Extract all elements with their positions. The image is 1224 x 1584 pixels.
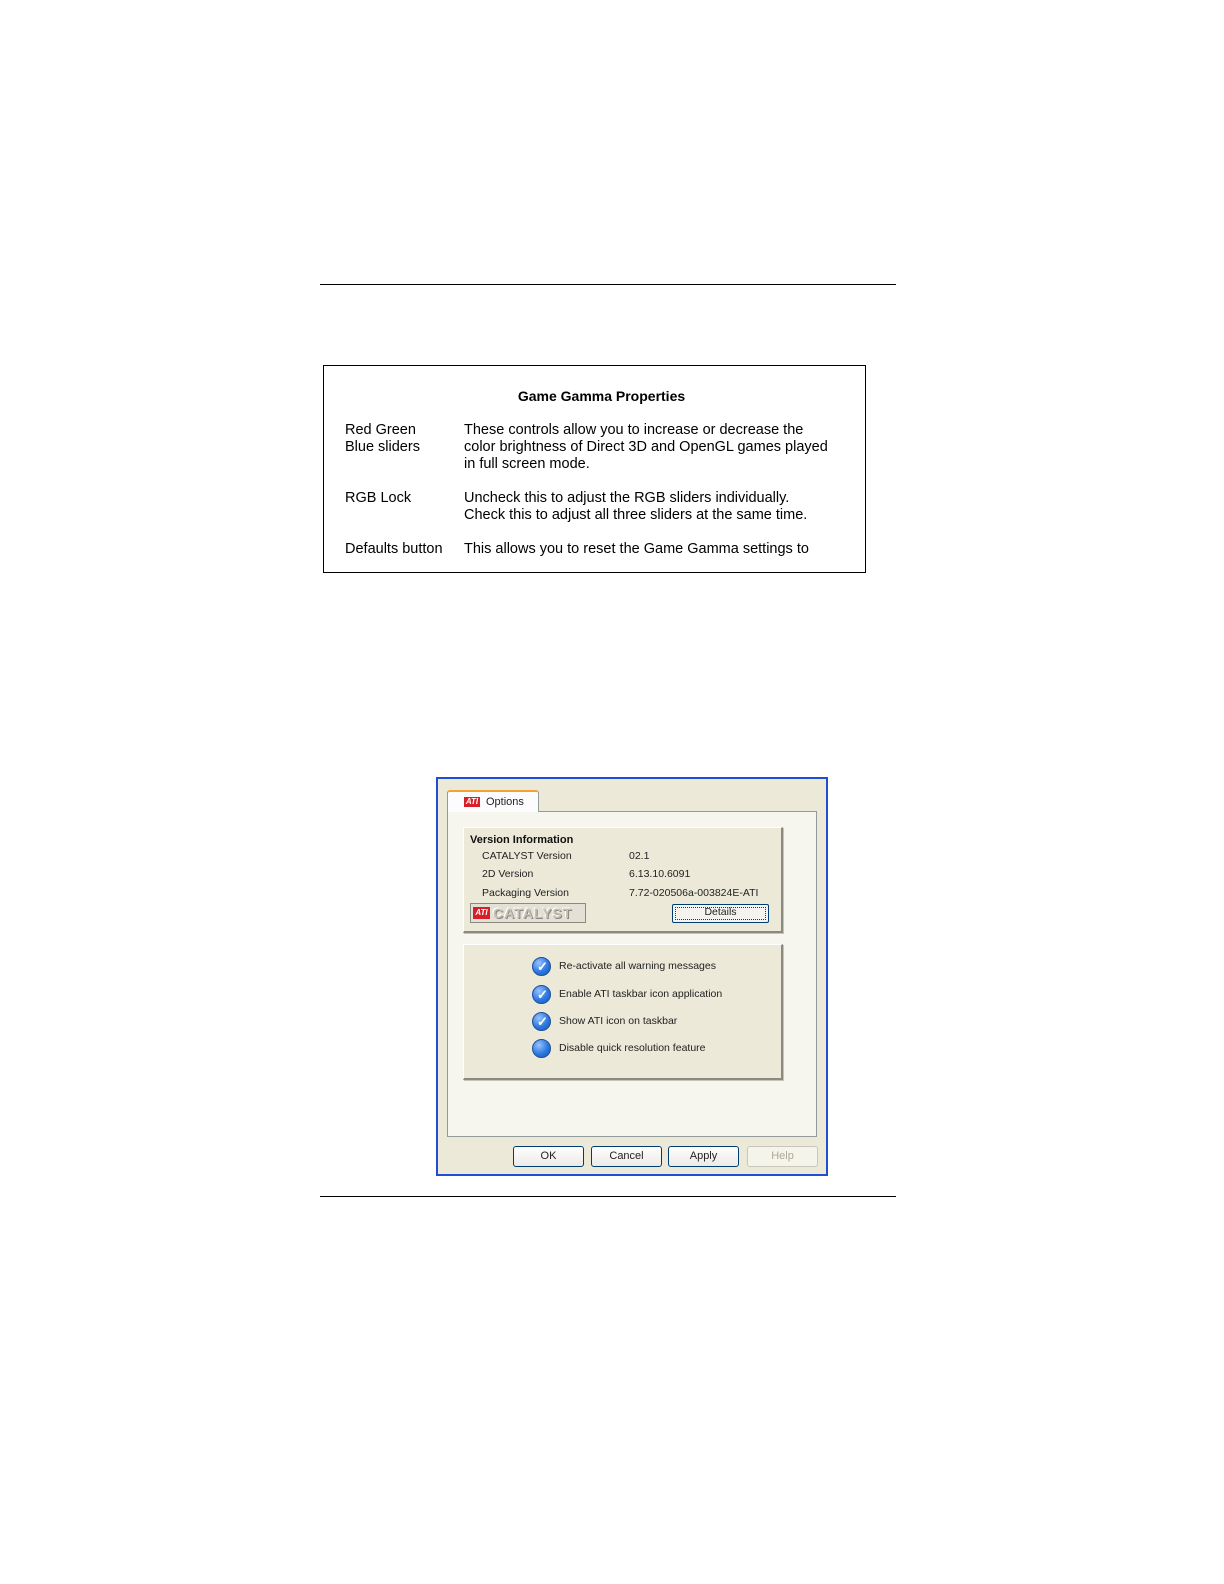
version-label: 2D Version: [482, 868, 534, 880]
tab-options[interactable]: [447, 790, 539, 812]
checkbox-checked-icon: ✓: [532, 1012, 551, 1031]
catalyst-logo: [470, 903, 586, 923]
catalyst-wordmark: CATALYST: [493, 905, 573, 921]
checkbox-checked-icon: ✓: [532, 957, 551, 976]
group-title: Version Information: [470, 834, 574, 846]
options-checkbox-group: [463, 944, 783, 1080]
checkbox-unchecked-icon: [532, 1039, 551, 1058]
version-value: 6.13.10.6091: [629, 868, 691, 880]
row-description: Uncheck this to adjust the RGB sliders individually. Check this to adjust all three sliders at the same time.: [464, 490, 808, 523]
focus-rectangle: [675, 907, 766, 920]
bottom-rule: [320, 1196, 896, 1197]
details-label: Details: [704, 906, 737, 918]
details-button[interactable]: [672, 904, 769, 923]
row-term: RGB Lock: [345, 490, 412, 506]
version-value: 02.1: [629, 850, 650, 862]
row-term: Defaults button: [345, 541, 443, 557]
version-information-group: [463, 827, 783, 933]
cancel-button[interactable]: Cancel: [591, 1146, 662, 1167]
row-description: This allows you to reset the Game Gamma settings to: [464, 541, 809, 557]
help-button[interactable]: Help: [747, 1146, 818, 1167]
row-description: These controls allow you to increase or decrease the color brightness of Direct 3D and OpenGL games played in full screen mode.: [464, 422, 828, 472]
row-term: Red Green Blue sliders: [345, 422, 420, 455]
checkbox-label: Enable ATI taskbar icon application: [559, 988, 723, 1000]
game-gamma-properties-table: [323, 365, 866, 573]
checkbox-checked-icon: ✓: [532, 985, 551, 1004]
ati-logo-icon: ATI: [473, 907, 490, 919]
checkbox-label: Disable quick resolution feature: [559, 1042, 706, 1054]
apply-button[interactable]: Apply: [668, 1146, 739, 1167]
ati-logo-icon: ATI: [465, 797, 479, 806]
ok-button[interactable]: OK: [513, 1146, 584, 1167]
top-rule: [320, 284, 896, 285]
version-value: 7.72-020506a-003824E-ATI: [629, 887, 759, 899]
version-label: CATALYST Version: [482, 850, 572, 862]
table-title: Game Gamma Properties: [517, 388, 686, 404]
checkbox-label: Show ATI icon on taskbar: [559, 1015, 678, 1027]
options-dialog-screenshot: [436, 777, 828, 1176]
tab-label: Options: [486, 796, 524, 808]
version-label: Packaging Version: [482, 887, 569, 899]
checkbox-label: Re-activate all warning messages: [559, 960, 716, 972]
